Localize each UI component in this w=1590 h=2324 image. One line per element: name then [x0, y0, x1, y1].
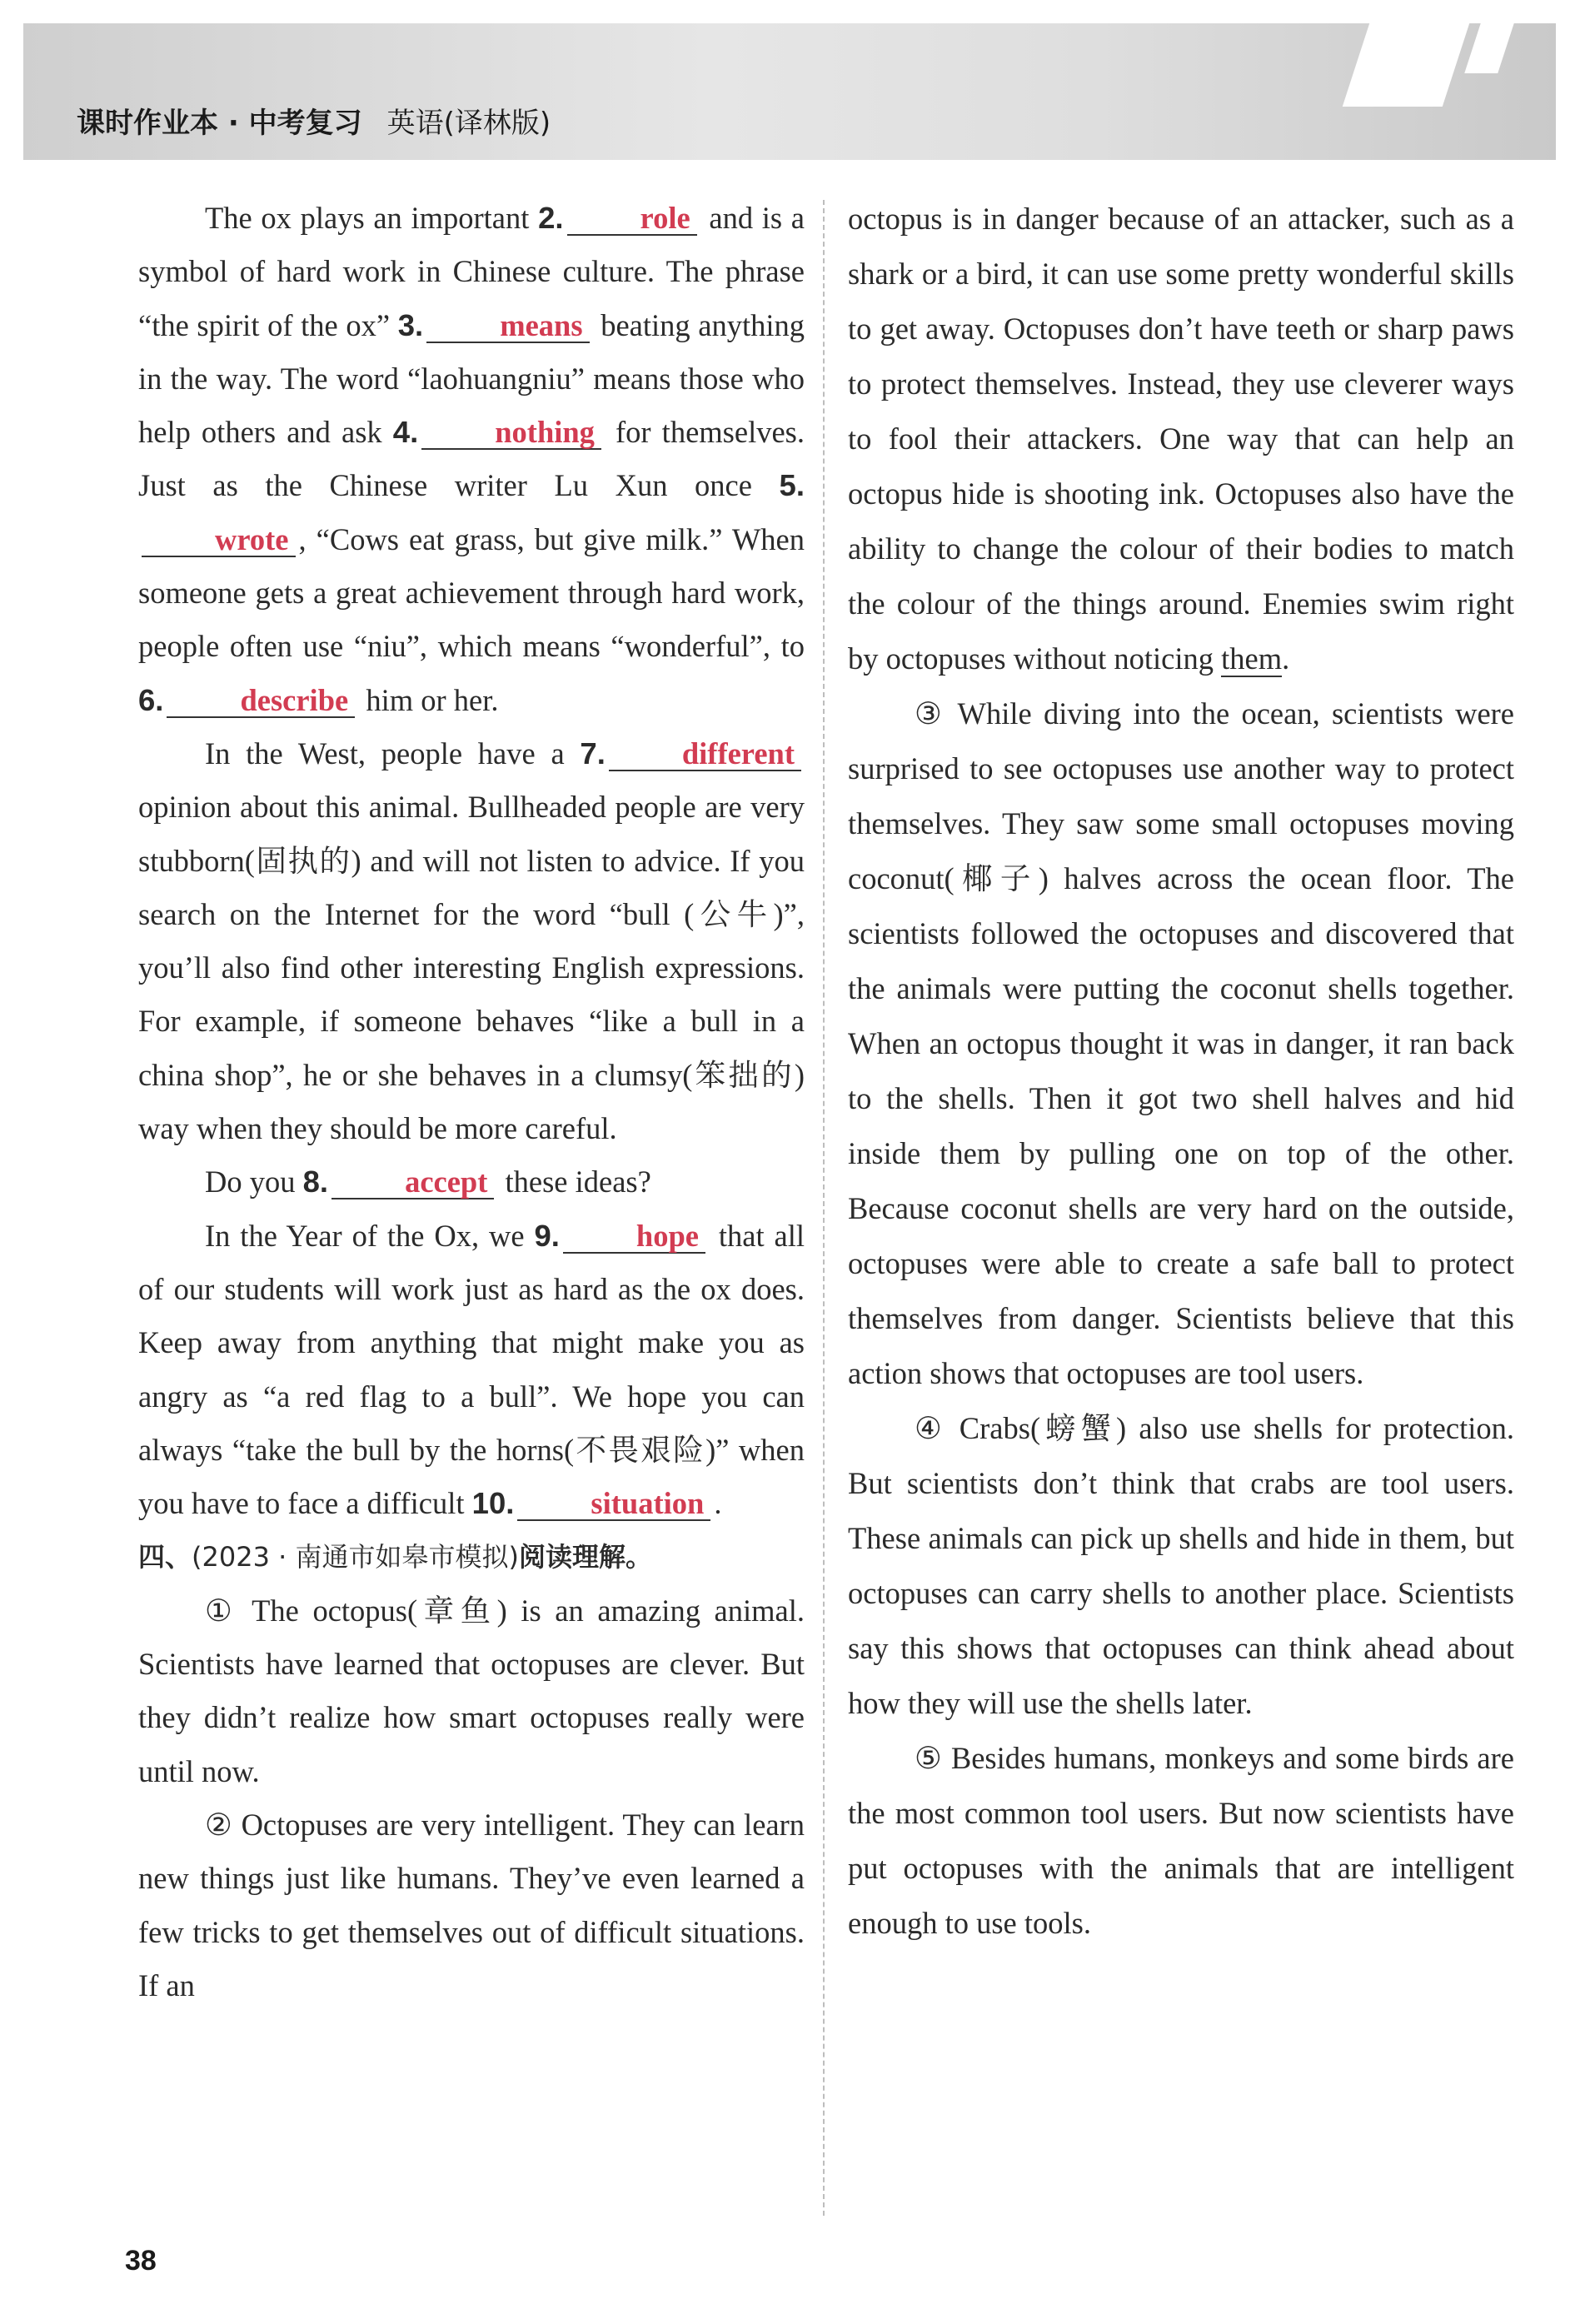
underlined-word: them [1221, 641, 1283, 676]
answer-blank-8: accept [331, 1166, 494, 1199]
page-number: 38 [125, 2245, 157, 2277]
answer-blank-5: wrote [142, 524, 296, 557]
answer-blank-3: means [426, 310, 589, 343]
answer-blank-10: situation [517, 1488, 710, 1521]
book-title [77, 100, 551, 141]
cloze-paragraph-3: Do you 8. accept these ideas? [205, 1164, 651, 1199]
header-decoration [1464, 23, 1513, 73]
reading-paragraph-1: ① The octopus(章鱼) is an amazing animal. Scientists have learned that octopuses are clever. But they didn’t realize how smart octopuses really were until now. [138, 1593, 805, 1788]
cloze-paragraph-1: The ox plays an important 2. role and is a symbol of hard work in Chinese culture. The phrase “the spirit of the ox” 3. means beating anything in the way. The word “laohuangniu” means those who help others and ask 4. nothing for themselves. Just as the Chinese writer Lu Xun once 5.wrote , “Cows eat grass, but give milk.” When someone gets a great achievement through hard work, people often use “niu”, which means “wonderful”, to 6. describe him or her. [138, 201, 805, 717]
reading-paragraph-4: ④ Crabs(螃蟹) also use shells for protection. But scientists don’t think that crabs are tool users. These animals can pick up shells and hide in them, but octopuses can carry shells to another place. Scientists say this shows that octopuses can think ahead about how they will use the shells later. [848, 1411, 1514, 1720]
reading-paragraph-3: ③ While diving into the ocean, scientists were surprised to see octopuses use another way to protect themselves. They saw some small octopuses moving coconut(椰子) halves across the ocean floor. The scientists followed the octopuses and discovered that the animals were putting the coconut shells together. When an octopus thought it was in danger, it ran back to the shells. Then it got two shell halves and hid inside them by pulling one on top of the other. Because coconut shells are very hard on the outside, octopuses were able to create a safe ball to protect themselves from danger. Scientists believe that this action shows that octopuses are tool users. [848, 696, 1514, 1390]
reading-paragraph-2: ② Octopuses are very intelligent. They can learn new things just like humans. They’ve even learned a few tricks to get themselves out of difficult situations. If an [138, 1807, 805, 2002]
book-subtitle: 英语(译林版) [386, 107, 551, 140]
cloze-paragraph-4: In the Year of the Ox, we 9. hope that all of our students will work just as hard as the ox does. Keep away from anything that might make you as angry as “a red flag to a bull”. We hope you can always “take the bull by the horns(不畏艰险)” when you have to face a difficult 10. situation . [138, 1218, 805, 1521]
reading-paragraph-5: ⑤ Besides humans, monkeys and some birds are the most common tool users. But now scientists have put octopuses with the animals that are intelligent enough to use tools. [848, 1741, 1514, 1940]
column-divider [823, 200, 825, 2216]
header-decoration [1343, 23, 1469, 107]
reading-paragraph-2-continued: octopus is in danger because of an attacker, such as a shark or a bird, it can use some pretty wonderful skills to get away. Octopuses don’t have teeth or sharp paws to protect themselves. Instead, they use cleverer ways to fool their attackers. One way that can help an octopus hide is shooting ink. Octopuses also have the ability to change the colour of their bodies to match the colour of the things around. Enemies swim right by octopuses without noticing them. [848, 202, 1514, 676]
series-title: 课时作业本 · 中考复习 [77, 107, 362, 140]
section-heading: 四、(2023 · 南通市如皋市模拟)阅读理解。 [138, 1541, 652, 1573]
answer-blank-6: describe [167, 685, 355, 718]
answer-blank-9: hope [563, 1220, 705, 1254]
right-column [848, 192, 1514, 1951]
cloze-paragraph-2: In the West, people have a 7. different opinion about this animal. Bullheaded people are very stubborn(固执的) and will not listen to advice. If you search on the Internet for the word “bull (公牛)”, you’ll also find other interesting English expressions. For example, if someone behaves “like a bull in a china shop”, he or she behaves in a clumsy(笨拙的) way when they should be more careful. [138, 736, 805, 1146]
answer-blank-2: role [567, 202, 697, 236]
left-column [138, 192, 805, 2012]
answer-blank-7: different [609, 738, 801, 771]
answer-blank-4: nothing [421, 416, 601, 450]
